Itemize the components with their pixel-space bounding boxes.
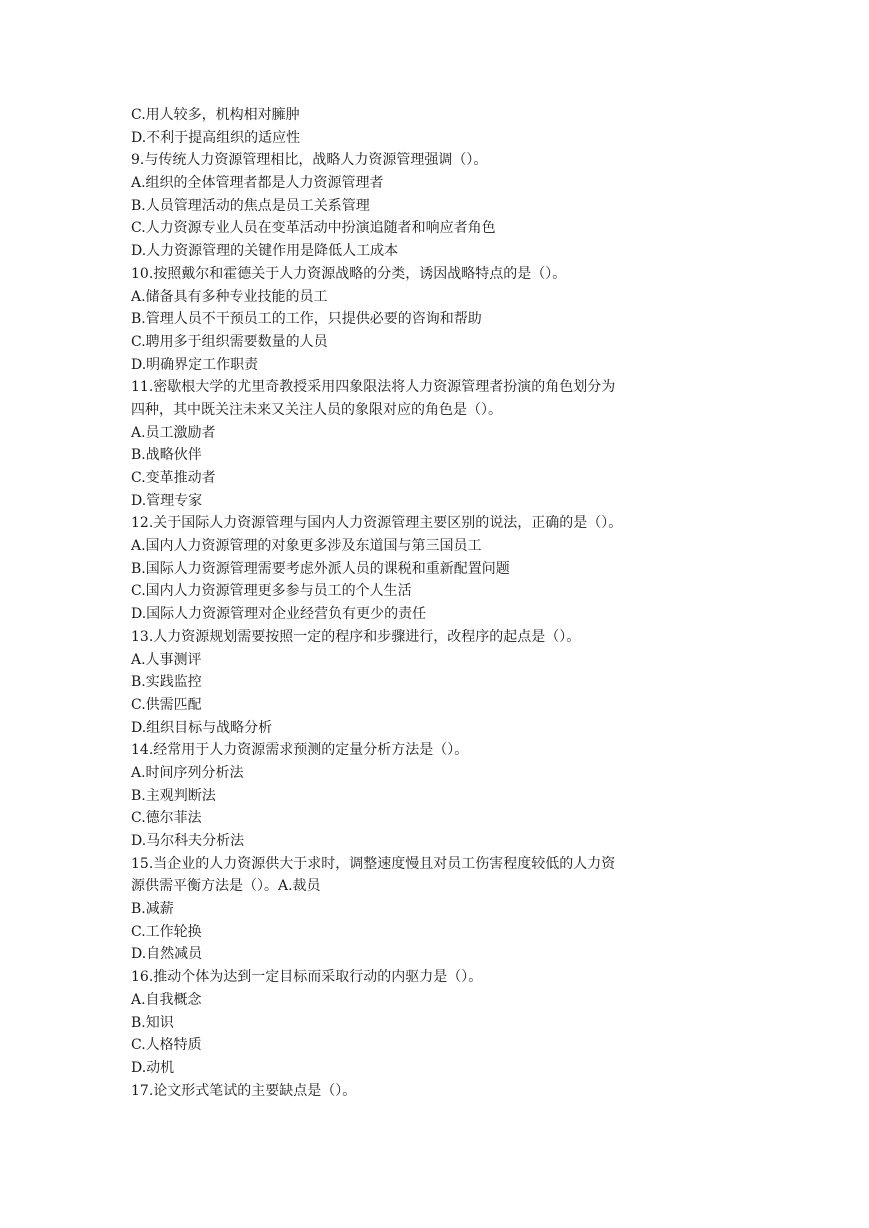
question-14-option-d: D.马尔科夫分析法 [131,833,245,849]
question-12-option-a: A.国内人力资源管理的对象更多涉及东道国与第三国员工 [131,538,482,555]
question-15-option-c: C.工作轮换 [131,923,202,940]
question-15-option-d: D.自然减员 [131,946,203,963]
question-text-block [131,104,731,1102]
question-9-option-d: D.人力资源管理的关键作用是降低人工成本 [131,243,399,260]
question-9-option-c: C.人力资源专业人员在变革活动中扮演追随者和响应者角色 [131,220,496,237]
question-10-option-a: A.储备具有多种专业技能的员工 [131,288,328,305]
question-12-stem: 12.关于国际人力资源管理与国内人力资源管理主要区别的说法，正确的是（）。 [131,515,623,532]
question-16-option-c: C.人格特质 [131,1037,202,1054]
question-17-stem: 17.论文形式笔试的主要缺点是（）。 [131,1082,357,1099]
question-9-option-b: B.人员管理活动的焦点是员工关系管理 [131,197,370,214]
question-12-option-c: C.国内人力资源管理更多参与员工的个人生活 [131,583,412,600]
question-10-option-b: B.管理人员不干预员工的工作，只提供必要的咨询和帮助 [131,311,482,328]
question-13-option-b: B.实践监控 [131,674,202,691]
question-14-option-b: B.主观判断法 [131,787,216,804]
question-10-option-d: D.明确界定工作职责 [131,356,259,373]
text-line: C.用人较多，机构相对臃肿 [131,107,300,123]
question-11-option-d: D.管理专家 [131,492,203,509]
text-line: D.不利于提高组织的适应性 [131,129,301,146]
question-10-option-c: C.聘用多于组织需要数量的人员 [131,333,328,350]
question-11-option-b: B.战略伙伴 [131,447,202,464]
question-14-option-a: A.时间序列分析法 [131,764,244,781]
question-15-option-b: B.减薪 [131,901,174,918]
question-11-stem: 11.密歇根大学的尤里奇教授采用四象限法将人力资源管理者扮演的角色划分为 [131,379,616,396]
question-12-option-d: D.国际人力资源管理对企业经营负有更少的责任 [131,606,427,623]
question-13-stem: 13.人力资源规划需要按照一定的程序和步骤进行，改程序的起点是（）。 [131,628,581,645]
question-16-option-a: A.自我概念 [131,991,202,1008]
question-14-option-c: C.德尔菲法 [131,810,202,827]
question-13-option-c: C.供需匹配 [131,696,202,713]
question-9-option-a: A.组织的全体管理者都是人力资源管理者 [131,175,384,192]
question-16-option-d: D.动机 [131,1059,175,1076]
question-16-stem: 16.推动个体为达到一定目标而采取行动的内驱力是（）。 [131,969,483,986]
question-9-stem: 9.与传统人力资源管理相比，战略人力资源管理强调（）。 [131,152,488,169]
question-15-stem: 15.当企业的人力资源供大于求时，调整速度慢且对员工伤害程度较低的人力资 [131,855,616,872]
question-11-option-c: C.变革推动者 [131,470,216,486]
question-13-option-d: D.组织目标与战略分析 [131,719,273,736]
question-11-option-a: A.员工激励者 [131,424,216,441]
question-15-stem-continued: 源供需平衡方法是（）。A.裁员 [131,878,321,895]
question-16-option-b: B.知识 [131,1014,174,1031]
question-13-option-a: A.人事测评 [131,651,202,668]
question-10-stem: 10.按照戴尔和霍德关于人力资源战略的分类，诱因战略特点的是（）。 [131,265,567,282]
question-14-stem: 14.经常用于人力资源需求预测的定量分析方法是（）。 [131,742,469,759]
question-11-stem-continued: 四种，其中既关注未来又关注人员的象限对应的角色是（）。 [131,401,502,418]
question-12-option-b: B.国际人力资源管理需要考虑外派人员的课税和重新配置问题 [131,560,510,577]
